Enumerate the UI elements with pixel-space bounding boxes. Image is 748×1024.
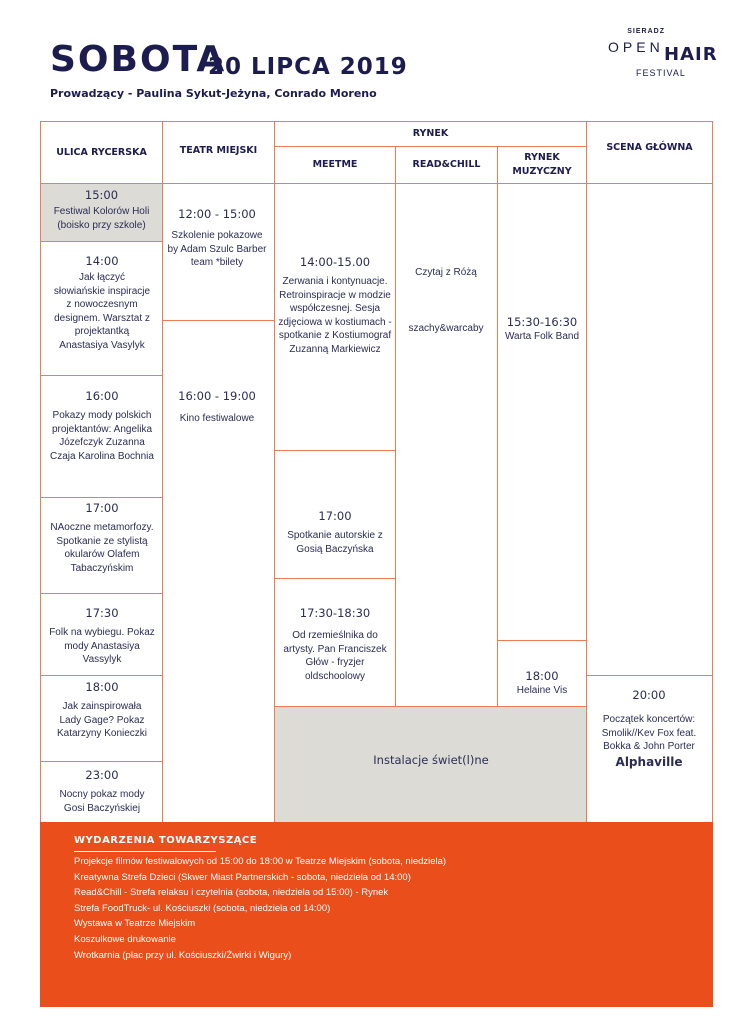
event-desc: NAoczne metamorfozy. Spotkanie ze stylistą okularów Olafem Tabaczyńskim — [50, 522, 154, 574]
list-item: Read&Chill - Strefa relaksu i czytelnia (sobota, niedziela od 15:00) - Rynek — [74, 887, 389, 899]
readchill-line2: szachy&warcaby — [408, 322, 484, 334]
event-time: 14:00-15.00 — [299, 255, 371, 269]
col-header-ulica: ULICA RYCERSKA — [56, 146, 147, 158]
event-time: 20:00 — [632, 688, 666, 702]
col-header-meetme: MEETME — [312, 159, 358, 170]
event-time: 15:00 — [84, 188, 119, 202]
event-desc: Spotkanie autorskie z Gosią Baczyńska — [287, 530, 383, 555]
event-date: 20 LIPCA 2019 — [208, 54, 408, 80]
ulica-event-7 — [52, 767, 152, 815]
readchill-cell — [398, 266, 494, 335]
event-desc: Kino festiwalowe — [179, 413, 255, 424]
col-header-rynek: RYNEK — [412, 128, 449, 139]
event-time: 17:00 — [318, 509, 352, 523]
list-item: Wrotkarnia (plac przy ul. Kościuszki/Żwirki i Wigury) — [74, 949, 292, 961]
event-desc: Helaine Vis — [516, 685, 568, 696]
event-time: 15:30-16:30 — [506, 315, 578, 329]
col-header-muzyczny: RYNEK MUZYCZNY — [512, 152, 572, 177]
page-title: SOBOTA — [50, 39, 227, 80]
ulica-event-6 — [52, 679, 152, 741]
teatr-event-1 — [166, 206, 268, 270]
logo-hair: HAIR — [664, 44, 718, 65]
meetme-event-2 — [280, 508, 390, 556]
event-time: 23:00 — [85, 768, 119, 782]
side-events-list — [74, 854, 446, 963]
col-header-scena: SCENA GŁÓWNA — [606, 142, 693, 153]
event-time: 18:00 — [85, 680, 119, 694]
event-desc: Zerwania i kontynuacje. Retroinspiracje w modzie współczesnej. Sesja zdjęciowa w kostiumach - spotkanie z Kostiumograf Zuzanną Markiewicz — [278, 276, 392, 355]
event-desc: Początek koncertów: Smolik//Kev Fox feat. Bokka & John Porter — [601, 714, 697, 752]
event-time: 16:00 - 19:00 — [178, 389, 256, 403]
event-time: 12:00 - 15:00 — [178, 207, 256, 221]
event-time: 14:00 — [85, 254, 119, 268]
col-header-teatr: TEATR MIEJSKI — [179, 144, 258, 156]
muzyczny-event-1 — [502, 314, 582, 344]
meetme-event-1 — [278, 254, 392, 356]
list-item: Koszulkowe drukowanie — [74, 933, 176, 945]
ulica-event-2 — [52, 253, 152, 352]
side-events-title: WYDARZENIA TOWARZYSZĄCE — [74, 835, 258, 846]
meetme-event-3 — [282, 605, 388, 683]
ulica-event-5 — [46, 605, 158, 667]
ulica-event-4 — [46, 500, 158, 575]
logo-sieradz: SIERADZ — [627, 28, 665, 35]
event-desc: Folk na wybiegu. Pokaz mody Anastasiya Vassylyk — [49, 627, 155, 665]
logo-festival: FESTIVAL — [636, 68, 686, 78]
instalacje-cell — [276, 752, 586, 768]
list-item: Strefa FoodTruck- ul. Kościuszki (sobota, niedziela od 14:00) — [74, 902, 331, 914]
teatr-event-2 — [166, 388, 268, 426]
event-time: 17:00 — [85, 501, 119, 515]
event-desc: Jak łączyć słowiańskie inspiracje z nowoczesnym designem. Warsztat z projektantką Anastasiya Vasylyk — [53, 272, 151, 351]
side-events-panel — [40, 822, 713, 1007]
muzyczny-event-2 — [502, 668, 582, 698]
headliner: Alphaville — [615, 754, 683, 769]
list-item: Projekcje filmów festiwalowych od 15:00 do 18:00 w Teatrze Miejskim (sobota, niedziela) — [74, 856, 447, 867]
ulica-event-1 — [44, 187, 159, 232]
event-desc: Od rzemieślnika do artysty. Pan Franciszek Głów - fryzjer oldschoolowy — [283, 630, 387, 682]
event-desc: Festiwal Kolorów Holi (boisko przy szkole) — [53, 206, 150, 231]
event-time: 16:00 — [85, 389, 119, 403]
list-item: Wystawa w Teatrze Miejskim — [74, 918, 196, 930]
col-header-readchill: READ&CHILL — [412, 159, 481, 170]
scena-event — [596, 687, 702, 770]
event-desc: Pokazy mody polskich projektantów: Angelika Józefczyk Zuzanna Czaja Karolina Bochnia — [50, 410, 154, 462]
side-events-underline — [74, 851, 216, 852]
list-item: Kreatywna Strefa Dzieci (Skwer Miast Partnerskich - sobota, niedziela od 14:00) — [74, 871, 411, 883]
event-desc: Warta Folk Band — [504, 331, 580, 342]
event-desc: Jak zainspirowała Lady Gage? Pokaz Katarzyny Konieczki — [56, 701, 148, 739]
event-time: 18:00 — [525, 669, 559, 683]
readchill-line1: Czytaj z Różą — [415, 267, 477, 278]
event-time: 17:30 — [85, 606, 119, 620]
instalacje-label: Instalacje świet(l)ne — [373, 753, 489, 767]
festival-logo — [600, 28, 720, 82]
event-time: 17:30-18:30 — [299, 606, 371, 620]
hosts-line: Prowadzący - Paulina Sykut-Jeżyna, Conrado Moreno — [50, 87, 377, 100]
logo-open: OPEN — [608, 39, 664, 55]
event-desc: Nocny pokaz mody Gosi Baczyńskiej — [59, 789, 145, 814]
ulica-event-3 — [48, 388, 156, 463]
event-desc: Szkolenie pokazowe by Adam Szulc Barber team *bilety — [167, 230, 267, 268]
